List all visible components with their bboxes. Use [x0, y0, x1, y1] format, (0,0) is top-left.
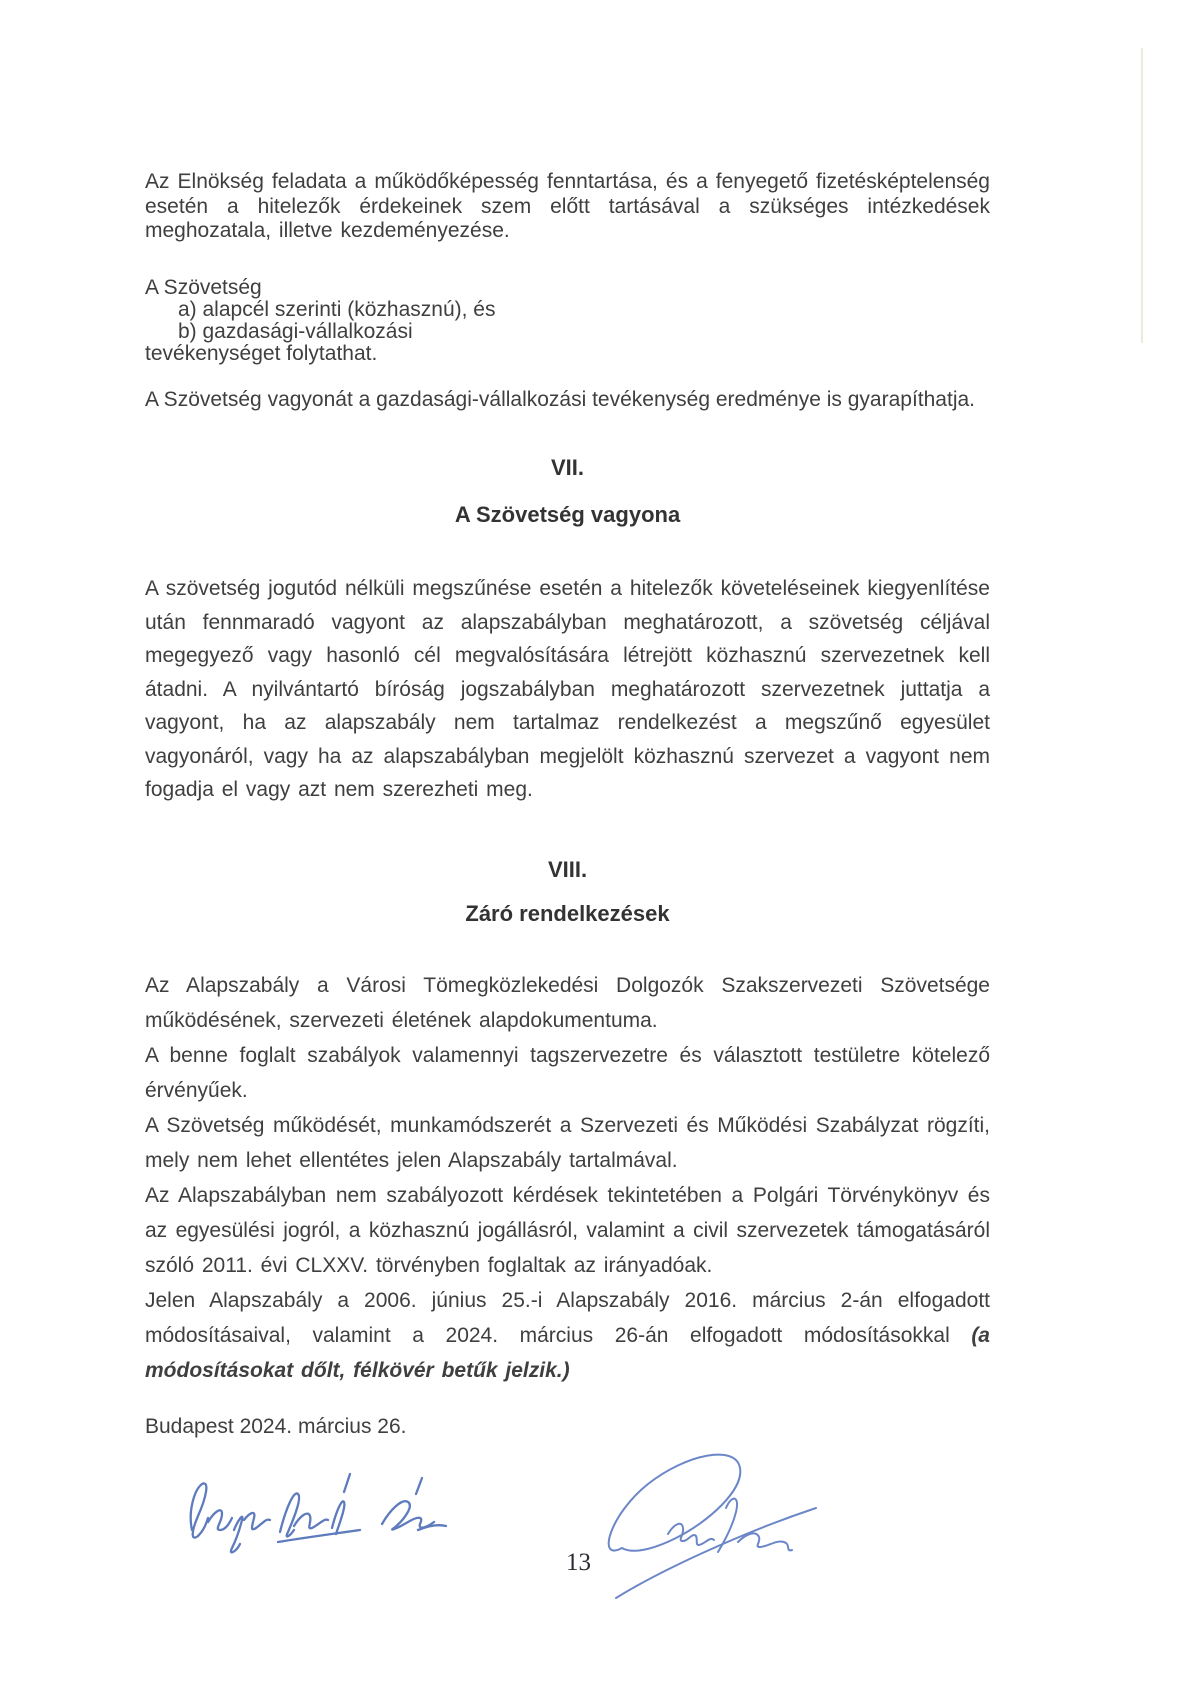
- paragraph-vagyonat: A Szövetség vagyonát a gazdasági-vállalkozási tevékenység eredménye is gyarapíthatja.: [145, 388, 975, 411]
- section-7-body: A szövetség jogutód nélküli megszűnése esetén a hitelezők követeléseinek kiegyenlítése után fennmaradó vagyont az alapszabályban meghatározott, a szövetség céljával megegyező vagy hasonló cél megvalósítására létrejött közhasznú szervezetnek kell átadni. A nyilvántartó bíróság jogszabályban meghatározott szervezetnek juttatja a vagyont, ha az alapszabály nem tartalmaz rendelkezést a megszűnő egyesület vagyonáról, vagy ha az alapszabályban megjelölt közhasznú szervezet a vagyont nem fogadja el vagy azt nem szerezheti meg.: [145, 577, 990, 801]
- scan-artifact-line: [1141, 48, 1143, 343]
- signature-left: [182, 1468, 452, 1558]
- paragraph-kotelezo-ervenyu: A benne foglalt szabályok valamennyi tagszervezetre és választott testületre kötelező érvényűek.: [145, 1044, 990, 1102]
- section-8-body: [145, 968, 990, 1388]
- list-item-a: a) alapcél szerinti (közhasznú), és: [178, 298, 496, 321]
- paragraph-ptk: Az Alapszabályban nem szabályozott kérdések tekintetében a Polgári Törvénykönyv és az egyesülési jogról, a közhasznú jogállásról, valamint a civil szervezetek támogatásáról szóló 2011. évi CLXXV. törvényben foglaltak az irányadóak.: [145, 1184, 990, 1277]
- page-number: 13: [566, 1549, 591, 1576]
- section-7-number: VII.: [550, 455, 584, 480]
- section-7-title: A Szövetség vagyona: [454, 502, 681, 527]
- paragraph-alapdokumentum: Az Alapszabály a Városi Tömegközlekedési Dolgozók Szakszervezeti Szövetsége működésének, szervezeti életének alapdokumentuma.: [145, 974, 990, 1032]
- paragraph-elnokseg: Az Elnökség feladata a működőképesség fenntartása, és a fenyegető fizetésképtelenség esetén a hitelezők érdekeinek szem előtt tartásával a szükséges intézkedések meghozatala, illetve kezdeményezése.: [145, 170, 990, 242]
- paragraph-szmsz: A Szövetség működését, munkamódszerét a Szervezeti és Működési Szabályzat rögzíti, mely nem lehet ellentétes jelen Alapszabály tartalmával.: [145, 1114, 990, 1172]
- signature-right: [588, 1450, 820, 1608]
- list-lead: A Szövetség: [145, 276, 262, 299]
- section-8-title: Záró rendelkezések: [465, 901, 670, 926]
- list-tail: tevékenységet folytathat.: [145, 342, 378, 365]
- closing-emphasis: (a módosításokat dőlt, félkövér betűk jelzik.): [145, 1324, 990, 1382]
- activity-list: [145, 277, 990, 365]
- section-8-number: VIII.: [547, 857, 588, 882]
- date-line: Budapest 2024. március 26.: [145, 1415, 407, 1438]
- list-item-b: b) gazdasági-vállalkozási: [178, 320, 413, 343]
- closing-text: Jelen Alapszabály a 2006. június 25.-i Alapszabály 2016. március 2-án elfogadott módosításaival, valamint a 2024. március 26-án elfogadott módosításokkal: [145, 1289, 990, 1347]
- paragraph-closing: [145, 1283, 990, 1388]
